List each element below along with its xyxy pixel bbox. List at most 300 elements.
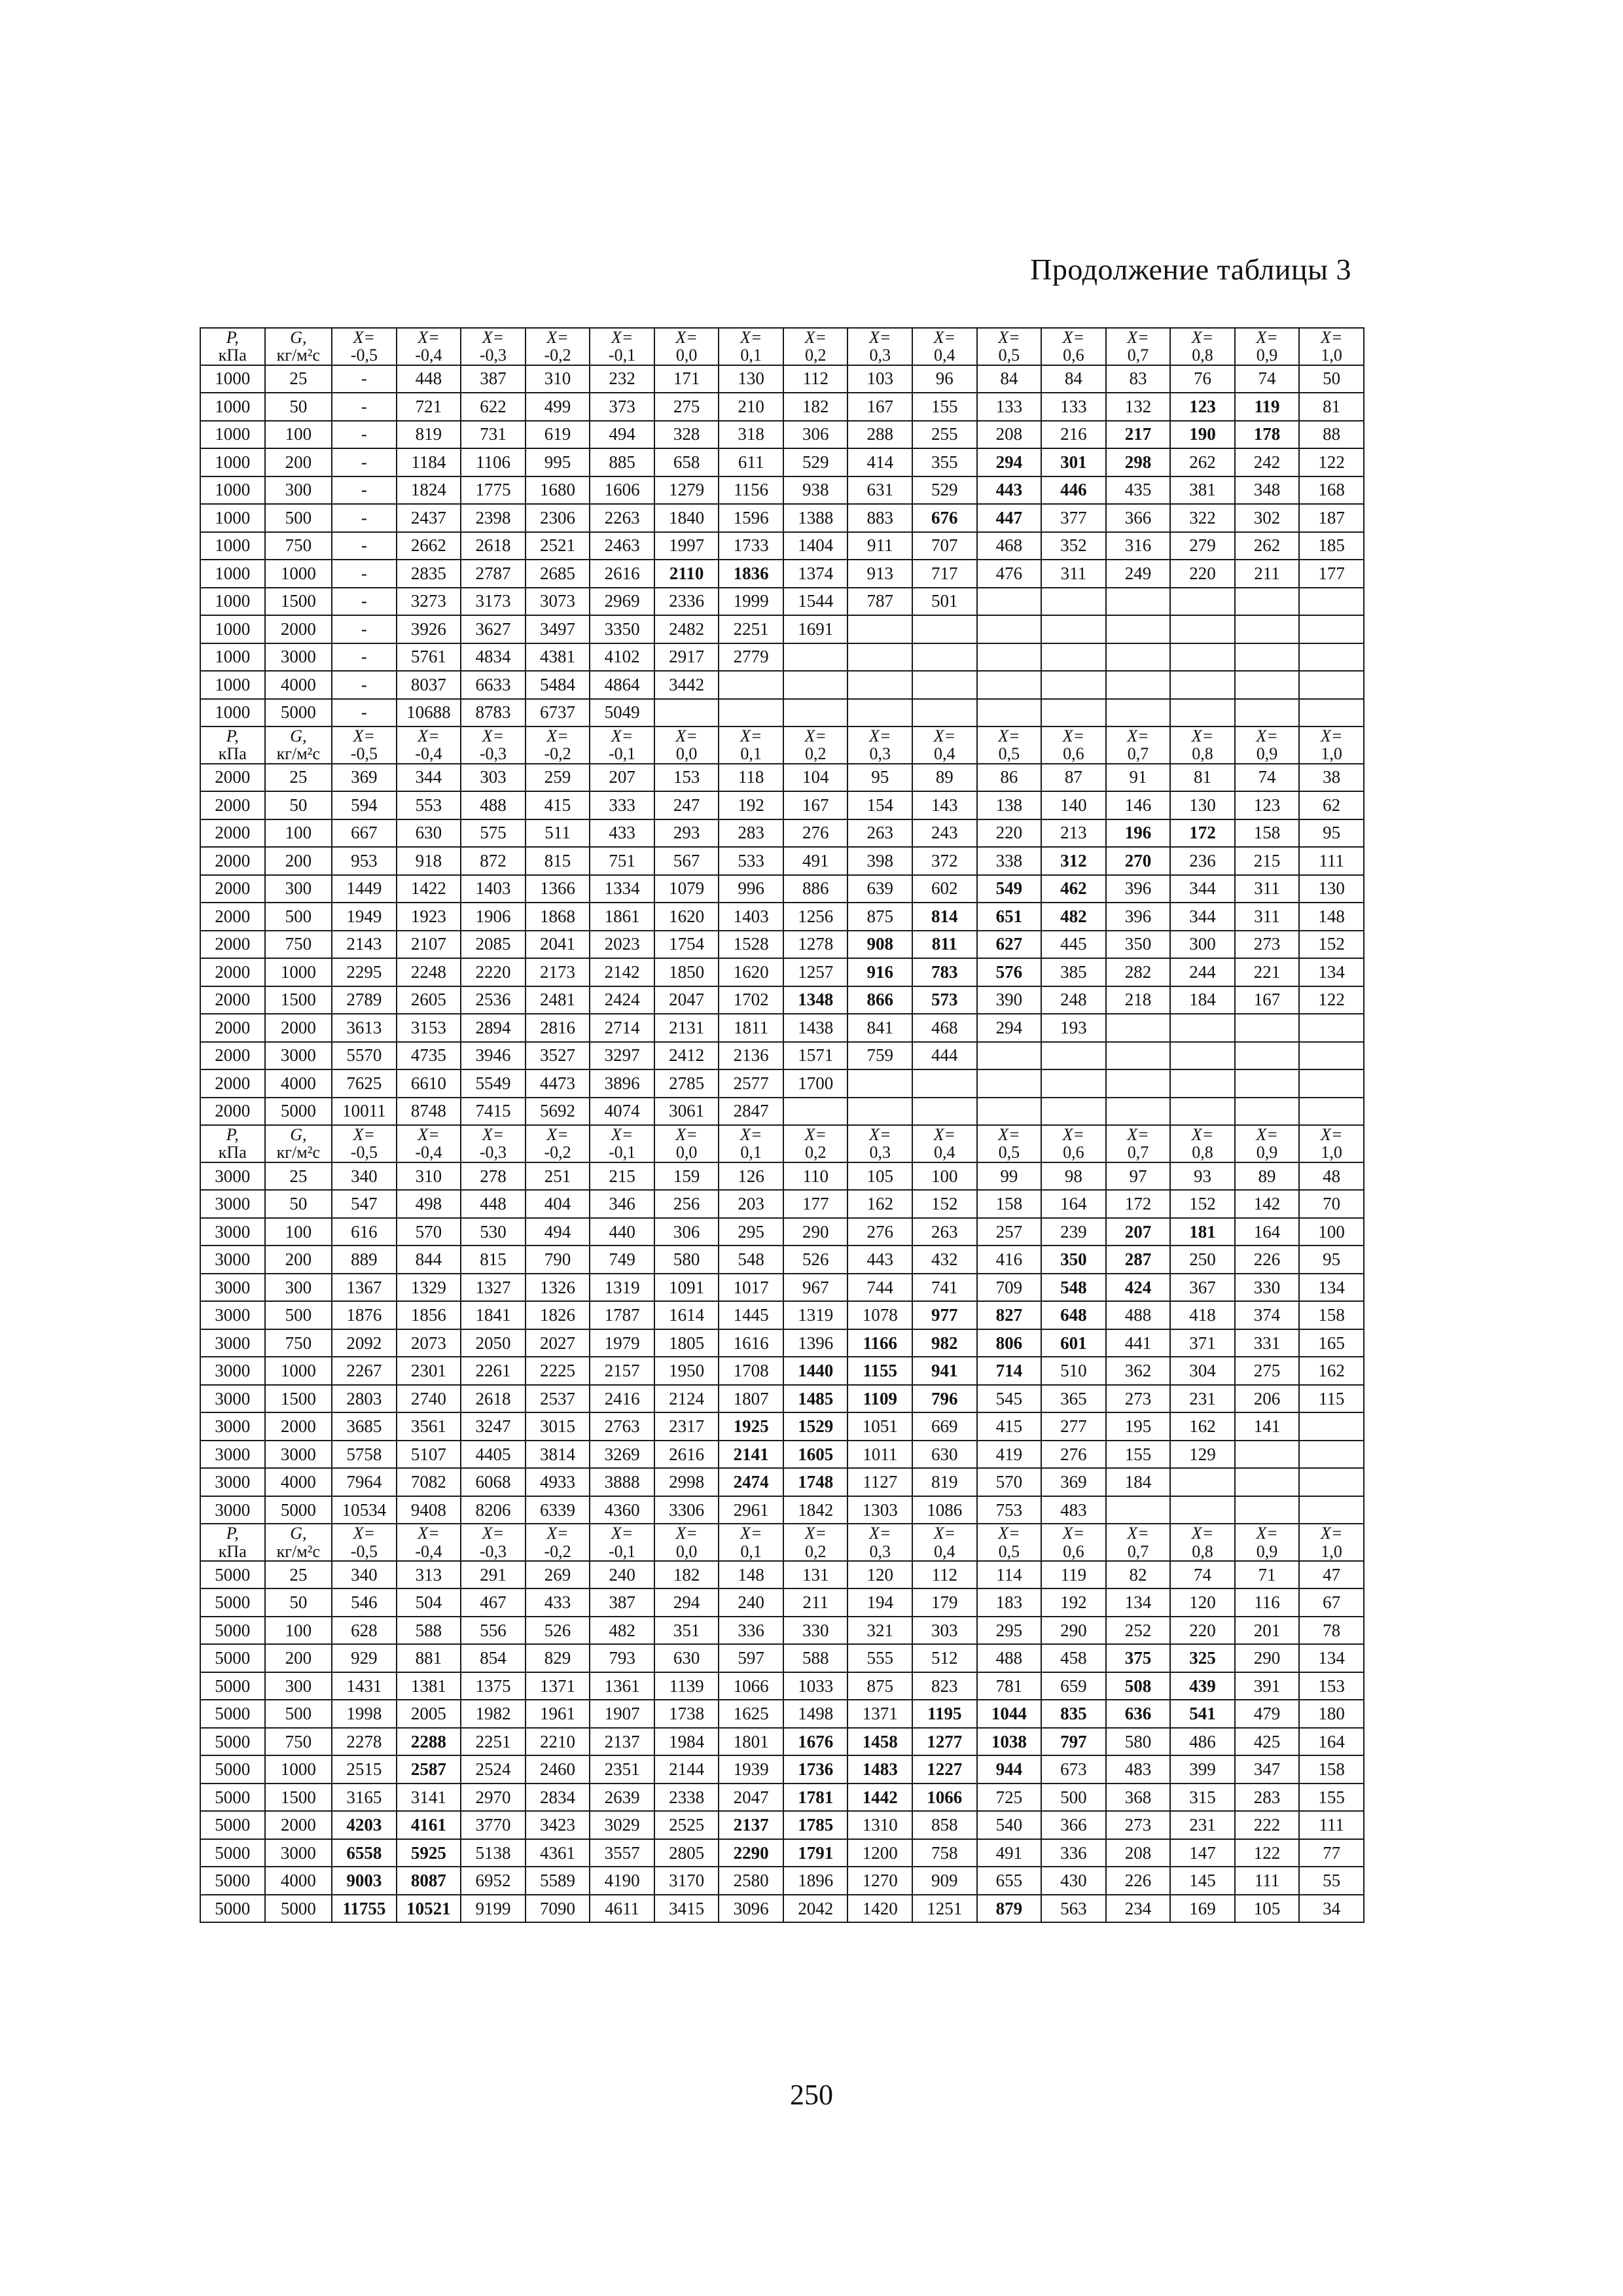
header-x-text: X= (1191, 1125, 1214, 1145)
value-cell: 55 (1299, 1867, 1364, 1895)
value-cell: 1374 (783, 560, 848, 588)
value-cell: 195 (1106, 1412, 1171, 1441)
header-g-text: G, (290, 726, 307, 746)
value-cell: 3170 (654, 1867, 719, 1895)
value-cell: 479 (1235, 1700, 1300, 1728)
value-cell: 164 (1299, 1728, 1364, 1756)
pressure-cell: 5000 (200, 1811, 265, 1839)
value-cell: 2524 (461, 1755, 526, 1784)
value-cell: 330 (1235, 1274, 1300, 1302)
value-cell: 1620 (654, 903, 719, 931)
value-cell: 819 (397, 421, 461, 449)
value-cell: 627 (977, 931, 1042, 959)
header-x-symbol (1236, 727, 1299, 745)
value-cell: 2137 (590, 1728, 654, 1756)
pressure-cell: 1000 (200, 504, 265, 532)
value-cell (1041, 643, 1106, 672)
table-row (200, 1617, 1364, 1645)
header-x-symbol (461, 727, 525, 745)
header-cell-x (1106, 1524, 1171, 1561)
pressure-cell: 1000 (200, 476, 265, 505)
value-cell: 306 (654, 1218, 719, 1246)
value-cell: 909 (912, 1867, 977, 1895)
value-cell: 2336 (654, 588, 719, 616)
value-cell: 3896 (590, 1069, 654, 1098)
value-cell (1106, 671, 1171, 699)
value-cell: 1907 (590, 1700, 654, 1728)
value-cell: 9199 (461, 1895, 526, 1923)
header-row (200, 726, 1364, 764)
header-x-text: X= (675, 328, 698, 347)
header-x-value: 0,9 (1256, 346, 1278, 365)
value-cell: 283 (719, 819, 783, 848)
header-cell-x (654, 726, 719, 764)
value-cell: 132 (1106, 393, 1171, 421)
value-cell: 1109 (847, 1385, 912, 1413)
header-cell-p (200, 328, 265, 365)
value-cell: 288 (847, 421, 912, 449)
value-cell: 530 (461, 1218, 526, 1246)
value-cell: 89 (912, 764, 977, 792)
value-cell: 547 (332, 1190, 397, 1218)
table-row (200, 847, 1364, 875)
value-cell: 567 (654, 847, 719, 875)
header-cell-x (397, 328, 461, 365)
pressure-cell: 5000 (200, 1895, 265, 1923)
value-cell: 1303 (847, 1496, 912, 1524)
header-x-symbol (1171, 329, 1234, 346)
value-cell: 1738 (654, 1700, 719, 1728)
header-x-value: 0,3 (869, 744, 891, 764)
header-g-unit: кг/м²с (276, 346, 320, 365)
value-cell: 70 (1299, 1190, 1364, 1218)
header-x-value: -0,3 (479, 346, 507, 365)
value-cell: 295 (719, 1218, 783, 1246)
header-x-text: X= (675, 1524, 698, 1543)
value-cell: 1371 (847, 1700, 912, 1728)
value-cell: 2961 (719, 1496, 783, 1524)
value-cell: 504 (397, 1588, 461, 1617)
value-cell (1041, 615, 1106, 643)
value-cell: 1826 (526, 1301, 590, 1329)
value-cell: 84 (977, 365, 1042, 393)
value-cell: 275 (1235, 1357, 1300, 1385)
value-cell: 3415 (654, 1895, 719, 1923)
value-cell: 71 (1235, 1561, 1300, 1589)
value-cell: 141 (1235, 1412, 1300, 1441)
table-row (200, 1468, 1364, 1496)
pressure-cell: 2000 (200, 791, 265, 819)
value-cell: 396 (1106, 903, 1171, 931)
header-x-text: X= (1191, 726, 1214, 746)
value-cell: 2460 (526, 1755, 590, 1784)
header-x-text: X= (353, 1524, 376, 1543)
header-x-symbol (978, 329, 1041, 346)
value-cell: 231 (1170, 1811, 1235, 1839)
value-cell: 721 (397, 393, 461, 421)
value-cell: 184 (1170, 986, 1235, 1014)
value-cell: 1625 (719, 1700, 783, 1728)
value-cell: 1811 (719, 1014, 783, 1042)
value-cell: 2225 (526, 1357, 590, 1385)
value-cell: 488 (1106, 1301, 1171, 1329)
value-cell: 2616 (654, 1441, 719, 1469)
value-cell: 1279 (654, 476, 719, 505)
value-cell: 226 (1235, 1246, 1300, 1274)
value-cell: 7415 (461, 1098, 526, 1126)
header-p-unit: кПа (218, 744, 247, 764)
value-cell: 350 (1106, 931, 1171, 959)
value-cell: 1748 (783, 1468, 848, 1496)
header-cell-x (1041, 1125, 1106, 1162)
value-cell: 3627 (461, 615, 526, 643)
value-cell: 2740 (397, 1385, 461, 1413)
value-cell: 114 (977, 1561, 1042, 1589)
table-row (200, 1700, 1364, 1728)
value-cell: 1824 (397, 476, 461, 505)
header-x-text: X= (1127, 1125, 1149, 1145)
value-cell: 315 (1170, 1784, 1235, 1812)
table-row (200, 1385, 1364, 1413)
value-cell: - (332, 504, 397, 532)
value-cell: 1404 (783, 532, 848, 560)
header-x-value: -0,5 (350, 1541, 378, 1561)
value-cell: 1836 (719, 560, 783, 588)
value-cell: 1801 (719, 1728, 783, 1756)
value-cell: 7090 (526, 1895, 590, 1923)
header-x-symbol (590, 1126, 654, 1143)
header-x-text: X= (1062, 1125, 1085, 1145)
header-x-symbol (978, 1524, 1041, 1542)
value-cell: 1691 (783, 615, 848, 643)
value-cell (977, 643, 1042, 672)
value-cell: 1949 (332, 903, 397, 931)
mass-flux-cell: 500 (265, 504, 332, 532)
value-cell: 48 (1299, 1162, 1364, 1191)
value-cell: 667 (332, 819, 397, 848)
table-row (200, 588, 1364, 616)
mass-flux-cell: 500 (265, 1301, 332, 1329)
value-cell: 2338 (654, 1784, 719, 1812)
header-x-text: X= (1127, 328, 1149, 347)
header-x-text: X= (1256, 328, 1278, 347)
header-x-text: X= (1191, 1524, 1214, 1543)
value-cell: 346 (590, 1190, 654, 1218)
value-cell: 545 (977, 1385, 1042, 1413)
header-cell-x (1170, 1125, 1235, 1162)
value-cell: 155 (1106, 1441, 1171, 1469)
header-cell-x (526, 328, 590, 365)
value-cell: 498 (397, 1190, 461, 1218)
value-cell: 164 (1235, 1218, 1300, 1246)
value-cell: 240 (719, 1588, 783, 1617)
value-cell: 122 (1235, 1839, 1300, 1867)
value-cell: 1431 (332, 1672, 397, 1700)
value-cell: 555 (847, 1644, 912, 1672)
value-cell: 96 (912, 365, 977, 393)
header-cell-x (332, 1125, 397, 1162)
header-x-symbol (848, 329, 912, 346)
value-cell: 123 (1170, 393, 1235, 421)
value-cell: 549 (977, 875, 1042, 903)
header-x-symbol (590, 1524, 654, 1542)
value-cell: - (332, 699, 397, 727)
value-cell: 381 (1170, 476, 1235, 505)
value-cell: 731 (461, 421, 526, 449)
value-cell: 129 (1170, 1441, 1235, 1469)
value-cell: 180 (1299, 1700, 1364, 1728)
value-cell: 5589 (526, 1867, 590, 1895)
value-cell (1041, 588, 1106, 616)
mass-flux-cell: 200 (265, 847, 332, 875)
value-cell: 1605 (783, 1441, 848, 1469)
header-x-text: X= (482, 1125, 505, 1145)
value-cell: 5549 (461, 1069, 526, 1098)
value-cell: 2537 (526, 1385, 590, 1413)
table-row (200, 1218, 1364, 1246)
value-cell: 2834 (526, 1784, 590, 1812)
pressure-cell: 1000 (200, 393, 265, 421)
header-cell-x (332, 328, 397, 365)
mass-flux-cell: 3000 (265, 1441, 332, 1469)
mass-flux-cell: 750 (265, 1329, 332, 1357)
value-cell (1299, 1496, 1364, 1524)
value-cell: 1614 (654, 1301, 719, 1329)
value-cell: 298 (1106, 448, 1171, 476)
value-cell: 399 (1170, 1755, 1235, 1784)
value-cell: 100 (1299, 1218, 1364, 1246)
value-cell: 797 (1041, 1728, 1106, 1756)
header-p-symbol (201, 1126, 264, 1143)
value-cell: 252 (1106, 1617, 1171, 1645)
header-cell-x (1299, 328, 1364, 365)
pressure-cell: 2000 (200, 1014, 265, 1042)
value-cell (1106, 1042, 1171, 1070)
header-g-text: G, (290, 1524, 307, 1543)
value-cell: 3306 (654, 1496, 719, 1524)
value-cell: 416 (977, 1246, 1042, 1274)
table-body (200, 328, 1364, 1922)
value-cell: 130 (1170, 791, 1235, 819)
header-cell-x (397, 1125, 461, 1162)
value-cell: 2131 (654, 1014, 719, 1042)
value-cell: 3165 (332, 1784, 397, 1812)
value-cell: 10534 (332, 1496, 397, 1524)
value-cell: 6737 (526, 699, 590, 727)
value-cell: 2210 (526, 1728, 590, 1756)
value-cell: 211 (783, 1588, 848, 1617)
header-x-symbol (1107, 1524, 1170, 1542)
value-cell: 875 (847, 903, 912, 931)
header-x-value: -0,4 (415, 744, 442, 764)
header-cell-x (1235, 726, 1300, 764)
header-cell-x (912, 1125, 977, 1162)
value-cell: 336 (1041, 1839, 1106, 1867)
value-cell (1299, 1441, 1364, 1469)
value-cell: 996 (719, 875, 783, 903)
value-cell: 4473 (526, 1069, 590, 1098)
value-cell: 192 (1041, 1588, 1106, 1617)
value-cell: 302 (1235, 504, 1300, 532)
value-cell: 1950 (654, 1357, 719, 1385)
value-cell: 1620 (719, 958, 783, 986)
value-cell: 322 (1170, 504, 1235, 532)
header-x-text: X= (740, 1125, 762, 1145)
table-row (200, 791, 1364, 819)
header-cell-x (397, 726, 461, 764)
value-cell: 1403 (461, 875, 526, 903)
value-cell: 81 (1170, 764, 1235, 792)
value-cell: 741 (912, 1274, 977, 1302)
value-cell: 311 (1235, 903, 1300, 931)
value-cell: 2288 (397, 1728, 461, 1756)
value-cell: 4161 (397, 1811, 461, 1839)
value-cell: 630 (912, 1441, 977, 1469)
value-cell: 725 (977, 1784, 1042, 1812)
value-cell: 172 (1106, 1190, 1171, 1218)
table-row (200, 958, 1364, 986)
value-cell (977, 699, 1042, 727)
value-cell: 2317 (654, 1412, 719, 1441)
header-cell-x (461, 726, 526, 764)
value-cell: 208 (1106, 1839, 1171, 1867)
value-cell: 1807 (719, 1385, 783, 1413)
header-x-symbol (461, 1126, 525, 1143)
header-cell-x (847, 1125, 912, 1162)
value-cell: 344 (1170, 903, 1235, 931)
value-cell: 1676 (783, 1728, 848, 1756)
value-cell: 3273 (397, 588, 461, 616)
value-cell: 340 (332, 1561, 397, 1589)
value-cell: 95 (1299, 1246, 1364, 1274)
header-cell-x (654, 1125, 719, 1162)
value-cell: 220 (1170, 1617, 1235, 1645)
mass-flux-cell: 200 (265, 1246, 332, 1274)
header-cell-x (783, 726, 848, 764)
value-cell (1106, 699, 1171, 727)
header-x-value: 0,1 (740, 346, 762, 365)
header-x-symbol (655, 727, 719, 745)
table-row (200, 421, 1364, 449)
value-cell: 1841 (461, 1301, 526, 1329)
value-cell: 1348 (783, 986, 848, 1014)
value-cell: 287 (1106, 1246, 1171, 1274)
header-cell-x (977, 1524, 1042, 1561)
table-row (200, 1042, 1364, 1070)
value-cell (783, 643, 848, 672)
header-cell-x (332, 726, 397, 764)
value-cell: 172 (1170, 819, 1235, 848)
header-x-value: 0,9 (1256, 744, 1278, 764)
value-cell: 2536 (461, 986, 526, 1014)
value-cell (654, 699, 719, 727)
value-cell: 2789 (332, 986, 397, 1014)
header-x-text: X= (353, 328, 376, 347)
value-cell: 95 (1299, 819, 1364, 848)
value-cell (977, 1042, 1042, 1070)
header-x-value: 0,2 (804, 744, 827, 764)
value-cell (1170, 1468, 1235, 1496)
value-cell: 255 (912, 421, 977, 449)
value-cell: - (332, 643, 397, 672)
value-cell: 164 (1041, 1190, 1106, 1218)
value-cell: 159 (654, 1162, 719, 1191)
table-row (200, 671, 1364, 699)
value-cell: 440 (590, 1218, 654, 1246)
value-cell: 3557 (590, 1839, 654, 1867)
value-cell: 611 (719, 448, 783, 476)
mass-flux-cell: 25 (265, 764, 332, 792)
table-row (200, 1895, 1364, 1923)
value-cell: 1939 (719, 1755, 783, 1784)
value-cell: 134 (1299, 1644, 1364, 1672)
value-cell: 179 (912, 1588, 977, 1617)
header-x-symbol (913, 329, 976, 346)
value-cell: 1961 (526, 1700, 590, 1728)
value-cell: 758 (912, 1839, 977, 1867)
header-x-value: -0,3 (479, 1143, 507, 1162)
header-cell-x (332, 1524, 397, 1561)
header-x-text: X= (353, 726, 376, 746)
value-cell: 1326 (526, 1274, 590, 1302)
value-cell: 1329 (397, 1274, 461, 1302)
header-x-value: -0,2 (544, 1143, 571, 1162)
header-p-unit: кПа (218, 1541, 247, 1561)
header-x-symbol (719, 727, 783, 745)
value-cell: 2416 (590, 1385, 654, 1413)
header-x-symbol (1042, 727, 1105, 745)
value-cell: - (332, 365, 397, 393)
value-cell: 277 (1041, 1412, 1106, 1441)
header-cell-x (590, 726, 654, 764)
header-cell-p (200, 1524, 265, 1561)
value-cell: 753 (977, 1496, 1042, 1524)
value-cell: 3153 (397, 1014, 461, 1042)
header-x-value: 0,0 (675, 346, 698, 365)
value-cell: 501 (912, 588, 977, 616)
value-cell: 120 (1170, 1588, 1235, 1617)
header-x-value: -0,1 (608, 744, 636, 764)
value-cell: 796 (912, 1385, 977, 1413)
header-x-text: X= (546, 1125, 569, 1145)
value-cell (1170, 1042, 1235, 1070)
value-cell: 570 (977, 1468, 1042, 1496)
value-cell: 488 (461, 791, 526, 819)
header-cell-x (847, 726, 912, 764)
value-cell: 1366 (526, 875, 590, 903)
value-cell: 2085 (461, 931, 526, 959)
mass-flux-cell: 25 (265, 1561, 332, 1589)
value-cell: 306 (783, 421, 848, 449)
value-cell: 602 (912, 875, 977, 903)
value-cell: 1155 (847, 1357, 912, 1385)
header-x-symbol (526, 329, 590, 346)
value-cell: 2521 (526, 532, 590, 560)
value-cell: 540 (977, 1811, 1042, 1839)
value-cell: 340 (332, 1162, 397, 1191)
value-cell (1299, 1069, 1364, 1098)
value-cell: 294 (977, 448, 1042, 476)
value-cell: 2894 (461, 1014, 526, 1042)
value-cell: 311 (1041, 560, 1106, 588)
value-cell: 10011 (332, 1098, 397, 1126)
header-row (200, 1125, 1364, 1162)
value-cell: 3096 (719, 1895, 783, 1923)
value-cell: 158 (977, 1190, 1042, 1218)
header-x-symbol (1042, 1524, 1105, 1542)
value-cell: 201 (1235, 1617, 1300, 1645)
header-x-text: X= (353, 1125, 376, 1145)
